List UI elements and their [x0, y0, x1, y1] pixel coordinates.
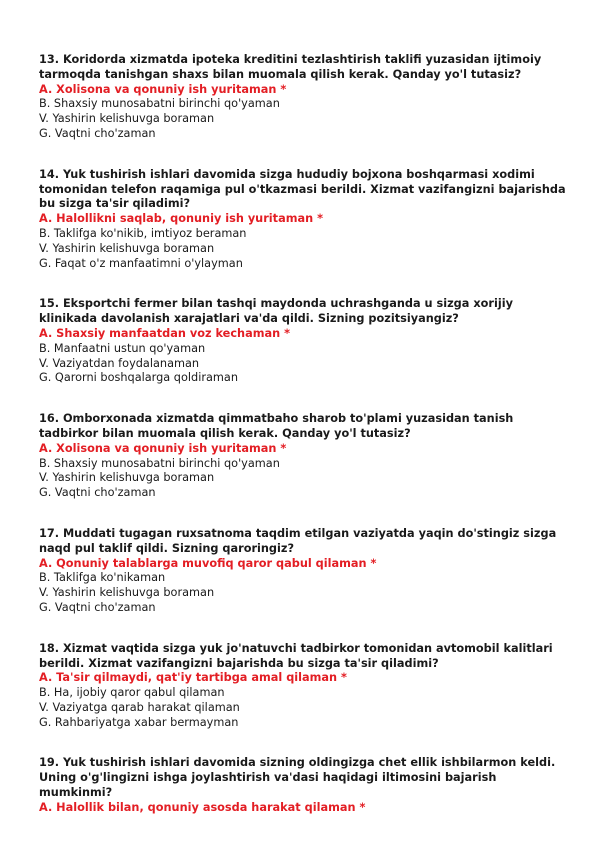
correct-answer: A. Shaxsiy manfaatdan voz kechaman *	[39, 326, 290, 340]
answer-option: B. Ha, ijobiy qaror qabul qilaman	[39, 686, 225, 700]
answer-option: G. Rahbariyatga xabar bermayman	[39, 715, 239, 729]
answer-option: G. Vaqtni cho'zaman	[39, 600, 156, 614]
question-16	[39, 412, 569, 501]
question-14	[39, 168, 569, 272]
answer-option: B. Taklifga ko'nikaman	[39, 571, 166, 585]
answer-option: B. Manfaatni ustun qo'yaman	[39, 341, 206, 355]
question-18	[39, 642, 569, 731]
question-text: 19. Yuk tushirish ishlari davomida sizning oldingizga chet ellik ishbilarmon keldi. Uning o'g'lingizni ishga joylashtirish va'dasi haqidagi iltimosini bajarish mumkinmi?	[39, 756, 556, 800]
correct-answer: A. Halollikni saqlab, qonuniy ish yuritaman *	[39, 212, 323, 226]
question-text: 13. Koridorda xizmatda ipoteka kreditini tezlashtirish taklifi yuzasidan ijtimoiy tarmoqda tanishgan shaxs bilan muomala qilish kerak. Qanday yo'l tutasiz?	[39, 53, 542, 81]
answer-option: G. Vaqtni cho'zaman	[39, 486, 156, 500]
answer-option: V. Vaziyatga qarab harakat qilaman	[39, 700, 240, 714]
question-text: 15. Eksportchi fermer bilan tashqi maydonda uchrashganda u sizga xorijiy klinikada davolanish xarajatlari va'da qildi. Sizning pozitsiyangiz?	[39, 297, 513, 326]
answer-option: B. Shaxsiy munosabatni birinchi qo'yaman	[39, 97, 280, 111]
answer-option: V. Yashirin kelishuvga boraman	[39, 112, 215, 126]
correct-answer: A. Xolisona va qonuniy ish yuritaman *	[39, 441, 287, 455]
correct-answer: A. Xolisona va qonuniy ish yuritaman *	[39, 82, 287, 96]
answer-option: B. Shaxsiy munosabatni birinchi qo'yaman	[39, 456, 280, 470]
question-text: 14. Yuk tushirish ishlari davomida sizga hududiy bojxona boshqarmasi xodimi tomonidan telefon raqamiga pul o'tkazmasi berildi. Xizmat vazifangizni bajarishda bu sizga ta'sir qiladimi?	[39, 167, 566, 211]
question-15	[39, 297, 569, 386]
question-text: 18. Xizmat vaqtida sizga yuk jo'natuvchi tadbirkor tomonidan avtomobil kalitlari berildi. Xizmat vazifangizni bajarishda bu sizga ta'sir qiladimi?	[39, 641, 553, 670]
correct-answer: A. Ta'sir qilmaydi, qat'iy tartibga amal qilaman *	[39, 671, 347, 685]
question-text: 17. Muddati tugagan ruxsatnoma taqdim etilgan vaziyatda yaqin do'stingiz sizga naqd pul taklif qildi. Sizning qaroringiz?	[39, 526, 557, 555]
question-text: 16. Omborxonada xizmatda qimmatbaho sharob to'plami yuzasidan tanish tadbirkor bilan muomala qilish kerak. Qanday yo'l tutasiz?	[39, 412, 514, 440]
correct-answer: A. Qonuniy talablarga muvofiq qaror qabul qilaman *	[39, 556, 377, 570]
answer-option: B. Taklifga ko'nikib, imtiyoz beraman	[39, 226, 247, 240]
answer-option: G. Qarorni boshqalarga qoldiraman	[39, 371, 238, 385]
answer-option: G. Vaqtni cho'zaman	[39, 126, 156, 140]
question-13	[39, 53, 569, 142]
correct-answer: A. Halollik bilan, qonuniy asosda harakat qilaman *	[39, 800, 366, 814]
answer-option: V. Yashirin kelishuvga boraman	[39, 241, 215, 255]
answer-option: G. Faqat o'z manfaatimni o'ylayman	[39, 256, 243, 270]
answer-option: V. Yashirin kelishuvga boraman	[39, 586, 215, 600]
answer-option: V. Yashirin kelishuvga boraman	[39, 471, 215, 485]
answer-option: V. Vaziyatdan foydalanaman	[39, 356, 200, 370]
question-page	[39, 53, 569, 842]
question-17	[39, 527, 569, 616]
question-19	[39, 756, 569, 815]
